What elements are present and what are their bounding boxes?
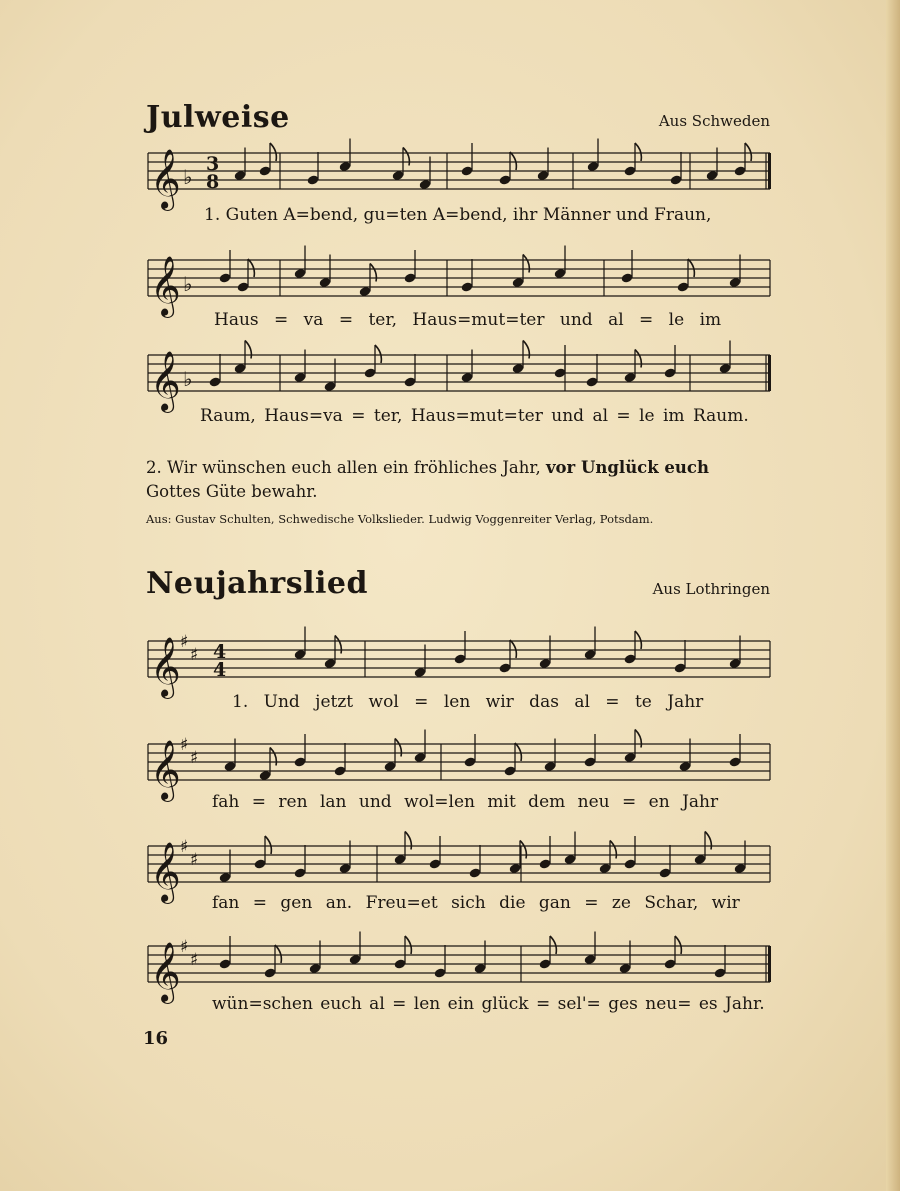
sharp-sign-icon: ♯ (190, 748, 199, 768)
verse-2-text-bold: vor Unglück euch (545, 458, 709, 477)
time-signature-bottom: 4 (213, 659, 227, 681)
staff (148, 355, 771, 391)
verse-2 (146, 456, 776, 504)
note (659, 845, 672, 879)
note (434, 945, 447, 979)
song-title-neujahrslied: Neujahrslied (146, 566, 368, 601)
note (414, 730, 427, 764)
note (624, 730, 642, 764)
sharp-sign-icon: ♯ (180, 837, 189, 857)
lyric-line: 1. Guten A=bend, gu=ten A=bend, ihr Männer und Fraun, (204, 205, 712, 225)
source-citation: Aus: Gustav Schulten, Schwedische Volkslieder. Ludwig Voggenreiter Verlag, Potsdam. (146, 512, 654, 526)
note (294, 246, 307, 280)
note (209, 354, 222, 388)
note (554, 246, 567, 280)
note (294, 627, 307, 661)
note (461, 259, 474, 293)
note (584, 734, 597, 768)
note (294, 734, 307, 768)
verse-2-text: 2. Wir wünschen euch allen ein fröhliches Jahr, (146, 458, 541, 477)
sharp-sign-icon: ♯ (190, 850, 199, 870)
flat-sign-icon: ♭ (183, 272, 193, 296)
sharp-sign-icon: ♯ (180, 632, 189, 652)
flat-sign-icon: ♭ (183, 367, 193, 391)
note (664, 345, 677, 379)
note (219, 250, 232, 284)
note (539, 836, 552, 870)
note (714, 945, 727, 979)
note (234, 341, 252, 375)
note (719, 341, 732, 375)
time-signature-bottom: 8 (206, 171, 220, 193)
note (404, 354, 417, 388)
note (512, 341, 530, 375)
note (294, 845, 307, 879)
note (729, 734, 742, 768)
treble-clef-icon: 𝄞 (150, 351, 181, 411)
time-signature-top: 3 (206, 153, 220, 175)
note (674, 640, 687, 674)
page-number: 16 (143, 1028, 169, 1049)
treble-clef-icon: 𝄞 (150, 740, 181, 800)
note (461, 143, 474, 177)
sharp-sign-icon: ♯ (190, 950, 199, 970)
staff (148, 846, 770, 882)
note (621, 250, 634, 284)
note (694, 832, 712, 866)
treble-clef-icon: 𝄞 (150, 256, 181, 316)
note (554, 345, 567, 379)
note (624, 836, 637, 870)
staff (148, 946, 771, 982)
note (670, 152, 683, 186)
note (339, 139, 352, 173)
note (454, 631, 467, 665)
time-signature-top: 4 (213, 641, 227, 663)
note (349, 932, 362, 966)
note (587, 139, 600, 173)
note (334, 743, 347, 777)
treble-clef-icon: 𝄞 (150, 637, 181, 697)
staff (148, 744, 770, 780)
note (404, 250, 417, 284)
sharp-sign-icon: ♯ (190, 645, 199, 665)
lyric-line: 1. Und jetzt wol = len wir das al = te Jahr (232, 692, 704, 712)
note (584, 627, 597, 661)
note (564, 832, 577, 866)
sharp-sign-icon: ♯ (180, 735, 189, 755)
lyric-line: fah = ren lan und wol=len mit dem neu = en Jahr (212, 792, 719, 812)
treble-clef-icon: 𝄞 (150, 149, 181, 209)
note (219, 936, 232, 970)
note (307, 152, 320, 186)
lyric-line: Haus = va = ter, Haus=mut=ter und al = le im (214, 310, 722, 330)
song-origin-sweden: Aus Schweden (658, 112, 770, 130)
note (429, 836, 442, 870)
lyric-line: Raum, Haus=va = ter, Haus=mut=ter und al = le im Raum. (200, 406, 749, 426)
lyric-line: fan = gen an. Freu=et sich die gan = ze Schar, wir (212, 893, 740, 913)
note (464, 734, 477, 768)
treble-clef-icon: 𝄞 (150, 942, 181, 1002)
song-title-julweise: Julweise (146, 100, 290, 135)
lyric-line: wün=schen euch al = len ein glück = sel'= ges neu= es Jahr. (212, 994, 765, 1014)
note (584, 932, 597, 966)
note (394, 832, 412, 866)
note (469, 845, 482, 879)
verse-2-line-2: Gottes Güte bewahr. (146, 482, 318, 501)
treble-clef-icon: 𝄞 (150, 842, 181, 902)
flat-sign-icon: ♭ (183, 165, 193, 189)
sharp-sign-icon: ♯ (180, 937, 189, 957)
song-origin-lorraine: Aus Lothringen (652, 580, 770, 598)
note (586, 354, 599, 388)
